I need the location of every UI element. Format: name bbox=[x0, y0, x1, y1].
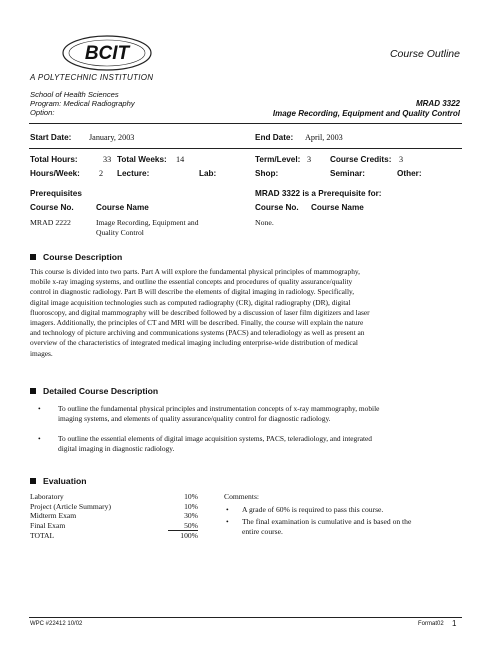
eval-label: TOTAL bbox=[30, 531, 55, 540]
term-level-label: Term/Level: bbox=[255, 155, 301, 164]
detailed-bullet-2-line2: digital imaging in diagnostic radiology. bbox=[58, 444, 175, 454]
course-description-title: Course Description bbox=[43, 252, 123, 262]
total-hours-value: 33 bbox=[103, 155, 112, 164]
other-label: Other: bbox=[397, 169, 422, 178]
course-credits-value: 3 bbox=[399, 155, 404, 164]
table-row bbox=[30, 502, 198, 512]
school-block bbox=[30, 90, 135, 117]
evaluation-table bbox=[30, 492, 198, 541]
table-row bbox=[30, 511, 198, 521]
table-row bbox=[30, 531, 198, 541]
prereq-course-no: MRAD 2222 bbox=[30, 218, 71, 227]
comment-bullet-1: • bbox=[226, 505, 229, 514]
seminar-label: Seminar: bbox=[330, 169, 366, 178]
detailed-bullet-2 bbox=[58, 434, 458, 454]
detailed-bullet-1-line2: imaging systems, and elements of quality assurance/quality control for diagnostic radiology. bbox=[58, 414, 331, 424]
eval-value: 30% bbox=[184, 511, 198, 521]
prerequisite-for-heading: MRAD 3322 is a Prerequisite for: bbox=[255, 189, 382, 198]
course-description-heading bbox=[30, 252, 122, 262]
total-hours-label: Total Hours: bbox=[30, 155, 78, 164]
detailed-description-title: Detailed Course Description bbox=[43, 386, 159, 396]
comment-2-line1: The final examination is cumulative and is based on the bbox=[242, 517, 412, 526]
detailed-description-heading bbox=[30, 386, 158, 396]
desc-line: This course is divided into two parts. Part A will explore the fundamental physical principles of mammography, bbox=[30, 267, 360, 276]
detailed-bullet-2-line1: To outline the essential elements of digital image acquisition systems, PACS, teleradiology, and integrated bbox=[58, 434, 373, 443]
course-name-col-right: Course Name bbox=[311, 203, 364, 212]
option-label: Option: bbox=[30, 108, 55, 117]
hours-week-value: 2 bbox=[99, 169, 104, 178]
header-divider bbox=[29, 123, 462, 124]
comment-2-line2: entire course. bbox=[242, 527, 283, 536]
desc-line: imagers. Additionally, the principles of CT and MRI will be described. Finally, the course will explain the nature bbox=[30, 318, 364, 328]
section-bullet-icon bbox=[30, 478, 36, 484]
prereq-course-name-line1: Image Recording, Equipment and bbox=[96, 218, 199, 227]
course-name-col-left: Course Name bbox=[96, 203, 149, 212]
footer-left: WPC #22412 10/02 bbox=[30, 621, 83, 627]
eval-label: Laboratory bbox=[30, 492, 64, 502]
eval-label: Final Exam bbox=[30, 521, 66, 530]
table-row bbox=[30, 521, 198, 531]
prereq-for-value: None. bbox=[255, 218, 274, 227]
footer-divider bbox=[29, 617, 462, 618]
comments-label: Comments: bbox=[224, 492, 260, 501]
comment-1: A grade of 60% is required to pass this course. bbox=[242, 505, 384, 514]
shop-label: Shop: bbox=[255, 169, 279, 178]
desc-line: and technology of picture archiving and communications systems (PACS) and teleradiology as well as present an bbox=[30, 328, 365, 338]
course-description-body bbox=[30, 267, 460, 359]
course-credits-label: Course Credits: bbox=[330, 155, 392, 164]
footer-format: Format02 bbox=[418, 621, 444, 627]
eval-value: 10% bbox=[184, 501, 198, 511]
program-name: Program: Medical Radiography bbox=[30, 99, 135, 108]
evaluation-title: Evaluation bbox=[43, 476, 87, 486]
info-divider bbox=[29, 148, 462, 149]
detailed-bullet-1-line1: To outline the fundamental physical principles and instrumentation concepts of x-ray mammography, mobile bbox=[58, 404, 380, 413]
course-code: MRAD 3322 bbox=[415, 99, 460, 108]
course-no-col-right: Course No. bbox=[255, 203, 299, 212]
page-number: 1 bbox=[452, 619, 457, 628]
course-no-col-left: Course No. bbox=[30, 203, 74, 212]
prereq-course-name-line2: Quality Control bbox=[96, 228, 144, 237]
logo-text: BCIT bbox=[84, 43, 130, 64]
desc-line: overview of the characteristics of integrated medical imaging including enterprise-wide distribution of medical bbox=[30, 338, 358, 348]
start-date-value: January, 2003 bbox=[89, 133, 135, 142]
end-date-value: April, 2003 bbox=[305, 133, 343, 142]
doc-type: Course Outline bbox=[389, 48, 460, 60]
lab-label: Lab: bbox=[199, 169, 217, 178]
table-row bbox=[30, 492, 198, 502]
school-name: School of Health Sciences bbox=[30, 90, 119, 99]
desc-line: mobile x-ray imaging systems, and outline the essential concepts and procedures of quality assurance/quality bbox=[30, 277, 353, 287]
section-bullet-icon bbox=[30, 254, 36, 260]
evaluation-heading bbox=[30, 476, 86, 486]
prerequisites-heading: Prerequisites bbox=[30, 189, 82, 198]
section-bullet-icon bbox=[30, 388, 36, 394]
bullet-dot-1: • bbox=[38, 404, 41, 413]
total-weeks-label: Total Weeks: bbox=[117, 155, 167, 164]
eval-value: 10% bbox=[184, 492, 198, 502]
desc-line: control in diagnostic radiology. Part B will describe the elements of digital imaging in radiology. Specifically, bbox=[30, 287, 355, 297]
end-date-label: End Date: bbox=[255, 133, 294, 142]
detailed-bullet-1 bbox=[58, 404, 458, 424]
eval-label: Midterm Exam bbox=[30, 511, 77, 521]
desc-line: digital image acquisition technologies such as computed radiography (CR), digital radiography (DR), digital bbox=[30, 297, 351, 307]
bullet-dot-2: • bbox=[38, 434, 41, 443]
start-date-label: Start Date: bbox=[30, 133, 72, 142]
lecture-label: Lecture: bbox=[117, 169, 150, 178]
comment-2 bbox=[242, 517, 411, 537]
bcit-logo bbox=[60, 33, 155, 73]
course-title: Image Recording, Equipment and Quality Control bbox=[272, 109, 460, 118]
comment-bullet-2: • bbox=[226, 517, 229, 526]
course-id-block bbox=[273, 99, 460, 119]
eval-value: 100% bbox=[180, 531, 198, 541]
prereq-course-name bbox=[96, 218, 199, 238]
institution-tagline: A POLYTECHNIC INSTITUTION bbox=[30, 73, 154, 82]
eval-label: Project (Article Summary) bbox=[30, 501, 111, 511]
term-level-value: 3 bbox=[307, 155, 312, 164]
desc-line: fluoroscopy, and digital mammography will be described followed by a discussion of laser film digitizers and laser bbox=[30, 307, 370, 317]
eval-value: 50% bbox=[168, 521, 198, 531]
total-weeks-value: 14 bbox=[176, 155, 185, 164]
hours-week-label: Hours/Week: bbox=[30, 169, 80, 178]
desc-line: images. bbox=[30, 348, 53, 358]
